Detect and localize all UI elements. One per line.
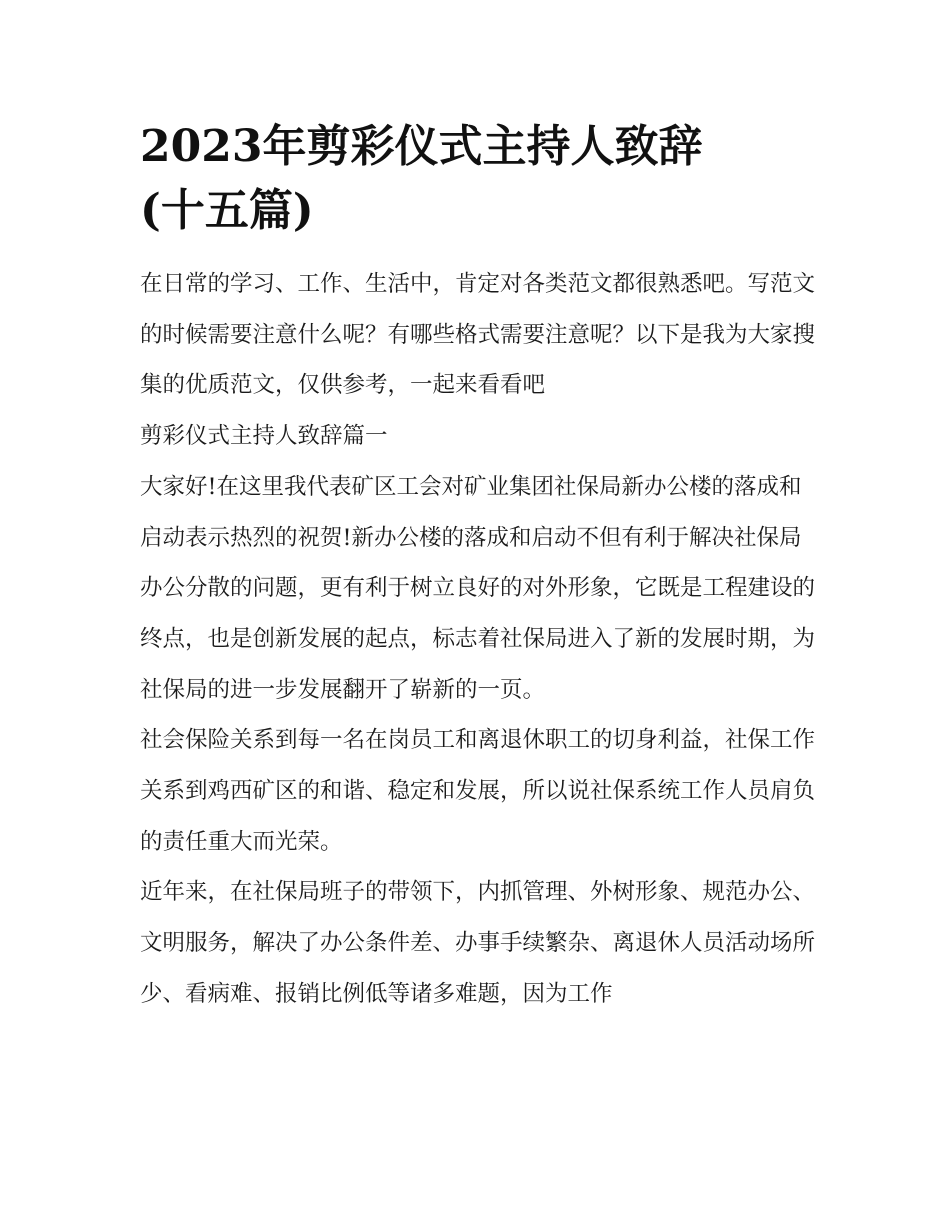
body-paragraph: 近年来，在社保局班子的带领下，内抓管理、外树形象、规范办公、文明服务，解决了办公条件差、办事手续繁杂、离退休人员活动场所少、看病难、报销比例低等诸多难题，因为工作 <box>140 879 816 1007</box>
section-heading: 剪彩仪式主持人致辞篇一 <box>140 423 388 450</box>
body-paragraph: 社会保险关系到每一名在岗员工和离退休职工的切身利益，社保工作关系到鸡西矿区的和谐、稳定和发展，所以说社保系统工作人员肩负的责任重大而光荣。 <box>140 727 816 855</box>
document-title: 2023年剪彩仪式主持人致辞(十五篇) <box>140 121 703 236</box>
document-body <box>140 115 815 1020</box>
body-paragraph: 大家好!在这里我代表矿区工会对矿业集团社保局新办公楼的落成和启动表示热烈的祝贺!新办公楼的落成和启动不但有利于解决社保局办公分散的问题，更有利于树立良好的对外形象，它既是工程建设的终点，也是创新发展的起点，标志着社保局进入了新的发展时期，为社保局的进一步发展翻开了崭新的一页。 <box>140 473 816 703</box>
intro-paragraph: 在日常的学习、工作、生活中，肯定对各类范文都很熟悉吧。写范文的时候需要注意什么呢？有哪些格式需要注意呢？以下是我为大家搜集的优质范文，仅供参考，一起来看看吧 <box>140 271 816 399</box>
